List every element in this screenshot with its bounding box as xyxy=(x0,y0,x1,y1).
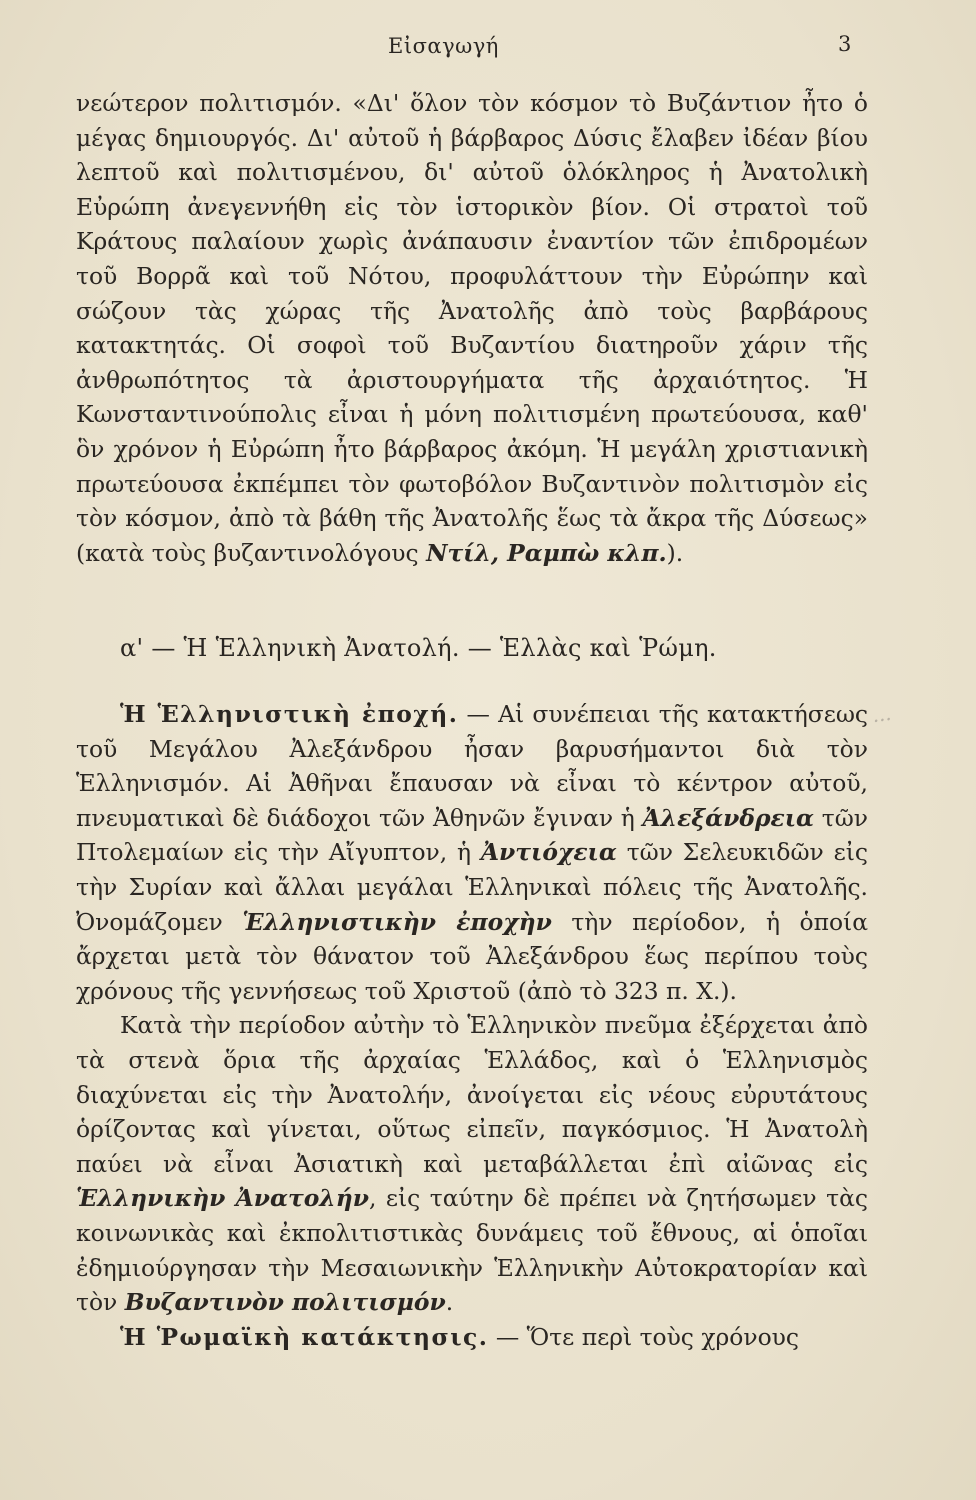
text-block-section xyxy=(76,697,868,1354)
emphasis-greek-east: Ἑλληνικὴν Ἀνατολήν xyxy=(76,1184,369,1213)
section-heading: α' — Ἡ Ἑλληνικὴ Ἀνατολή. — Ἑλλὰς καὶ Ῥώμη. xyxy=(120,634,717,662)
paragraph-text: — Ὅτε περὶ τοὺς χρόνους xyxy=(488,1322,799,1351)
text-block-intro xyxy=(76,86,868,570)
running-header xyxy=(0,30,976,70)
paragraph-byzantium-quote xyxy=(76,86,868,570)
paragraph-text: . xyxy=(445,1288,454,1317)
emphasis-antioch: Ἀντιόχεια xyxy=(480,838,617,867)
paragraph-roman-conquest xyxy=(76,1320,868,1355)
paragraph-text: Κατὰ τὴν περίοδον αὐτὴν τὸ Ἑλληνικὸν πνεῦμα ἐξέρχεται ἀπὸ τὰ στενὰ ὅρια τῆς ἀρχαίας Ἑλλάδος, καὶ ὁ Ἑλληνισμὸς διαχύνεται εἰς τὴν Ἀνατολήν, ἀνοίγεται εἰς νέους εὐρυτάτους ὁρίζοντας καὶ γίνεται, οὕτως εἰπεῖν, παγκόσμιος. Ἡ Ἀνατολὴ παύει νὰ εἶναι Ἀσιατικὴ καὶ μεταβάλλεται ἐπὶ αἰῶνας εἰς xyxy=(76,1011,868,1178)
emphasis-hellenistic-era: Ἑλληνιστικὴν ἐποχὴν xyxy=(242,907,552,936)
paragraph-text: νεώτερον πολιτισμόν. «Δι' ὅλον τὸν κόσμον τὸ Βυζάντιον ἦτο ὁ μέγας δημιουργός. Δι' αὐτοῦ ἡ βάρβαρος Δύσις ἔλαβεν ἰδέαν βίου λεπτοῦ καὶ πολιτισμένου, δι' αὐτοῦ ὁλόκληρος ἡ Ἀνατολικὴ Εὐρώπη ἀνεγεννήθη εἰς τὸν ἱστορικὸν βίον. Οἱ στρατοὶ τοῦ Κράτους παλαίουν χωρὶς ἀνάπαυσιν ἐναντίον τῶν ἐπιδρομέων τοῦ Βορρᾶ καὶ τοῦ Νότου, προφυλάττουν τὴν Εὐρώπην καὶ σώζουν τὰς χώρας τῆς Ἀνατολῆς ἀπὸ τοὺς βαρβάρους κατακτητάς. Οἱ σοφοὶ τοῦ Βυζαντίου διατηροῦν χάριν τῆς ἀνθρωπότητος τὰ ἀριστουργήματα τῆς ἀρχαιότητος. Ἡ Κωνσταντινούπολις εἶναι ἡ μόνη πολιτισμένη πρωτεύουσα, καθ' ὃν χρόνον ἡ Εὐρώπη ἦτο βάρβαρος ἀκόμη. Ἡ μεγάλη χριστιανικὴ πρωτεύουσα ἐκπέμπει τὸν φωτοβόλον Βυζαντινὸν πολιτισμὸν εἰς τὸν κόσμον, ἀπὸ τὰ βάθη τῆς Ἀνατολῆς ἕως τὰ ἄκρα τῆς Δύσεως» (κατὰ τοὺς βυζαντινολόγους xyxy=(76,89,868,567)
paragraph-lead-heading: Ἡ Ἑλληνιστικὴ ἐποχή. xyxy=(120,700,459,728)
paragraph-text: , εἰς ταύτην δὲ πρέπει νὰ ζητήσωμεν τὰς κοινωνικὰς καὶ ἐκπολιτιστικὰς δυνάμεις τοῦ ἔθνους, αἱ ὁποῖαι ἐδημιούργησαν τὴν Μεσαιωνικὴν Ἑλληνικὴν Αὐτοκρατορίαν καὶ τὸν xyxy=(76,1184,868,1317)
paragraph-text: τὴν περίοδον, ἡ ὁποία ἄρχεται μετὰ τὸν θάνατον τοῦ Ἀλεξάνδρου ἕως περίπου τοὺς χρόνους τῆς γεννήσεως τοῦ Χριστοῦ (ἀπὸ τὸ 323 π. Χ.). xyxy=(76,907,869,1005)
paragraph-greek-east xyxy=(76,1008,868,1319)
paragraph-hellenistic-era xyxy=(76,697,868,1008)
paragraph-lead-heading: Ἡ Ῥωμαϊκὴ κατάκτησις. xyxy=(120,1322,489,1351)
emphasis-byzantine-civilization: Βυζαντινὸν πολιτισμόν xyxy=(124,1288,446,1317)
cited-authors: Ντίλ, Ραμπὼ κλπ. xyxy=(426,538,667,567)
paragraph-text: — Αἱ συνέπειαι τῆς κατακτήσεως τοῦ Μεγάλου Ἀλεξάνδρου ἦσαν βαρυσήμαντοι διὰ τὸν Ἑλληνισμόν. Αἱ Ἀθῆναι ἔπαυσαν νὰ εἶναι τὸ κέντρον αὐτοῦ, πνευματικαὶ δὲ διάδοχοι τῶν Ἀθηνῶν ἔγιναν ἡ xyxy=(76,700,868,832)
paragraph-text: τῶν Σελευκιδῶν εἰς τὴν Συρίαν καὶ ἄλλαι μεγάλαι Ἑλληνικαὶ πόλεις τῆς Ἀνατολῆς. Ὀνομάζομεν xyxy=(76,838,868,936)
handwritten-margin-note: ... xyxy=(870,700,893,728)
paragraph-text: ). xyxy=(666,538,684,567)
running-title: Εἰσαγωγή xyxy=(388,34,499,58)
page-number: 3 xyxy=(838,32,852,56)
paragraph-text: τῶν Πτολεμαίων εἰς τὴν Αἴγυπτον, ἡ xyxy=(76,803,868,867)
emphasis-alexandria: Ἀλεξάνδρεια xyxy=(642,803,815,832)
